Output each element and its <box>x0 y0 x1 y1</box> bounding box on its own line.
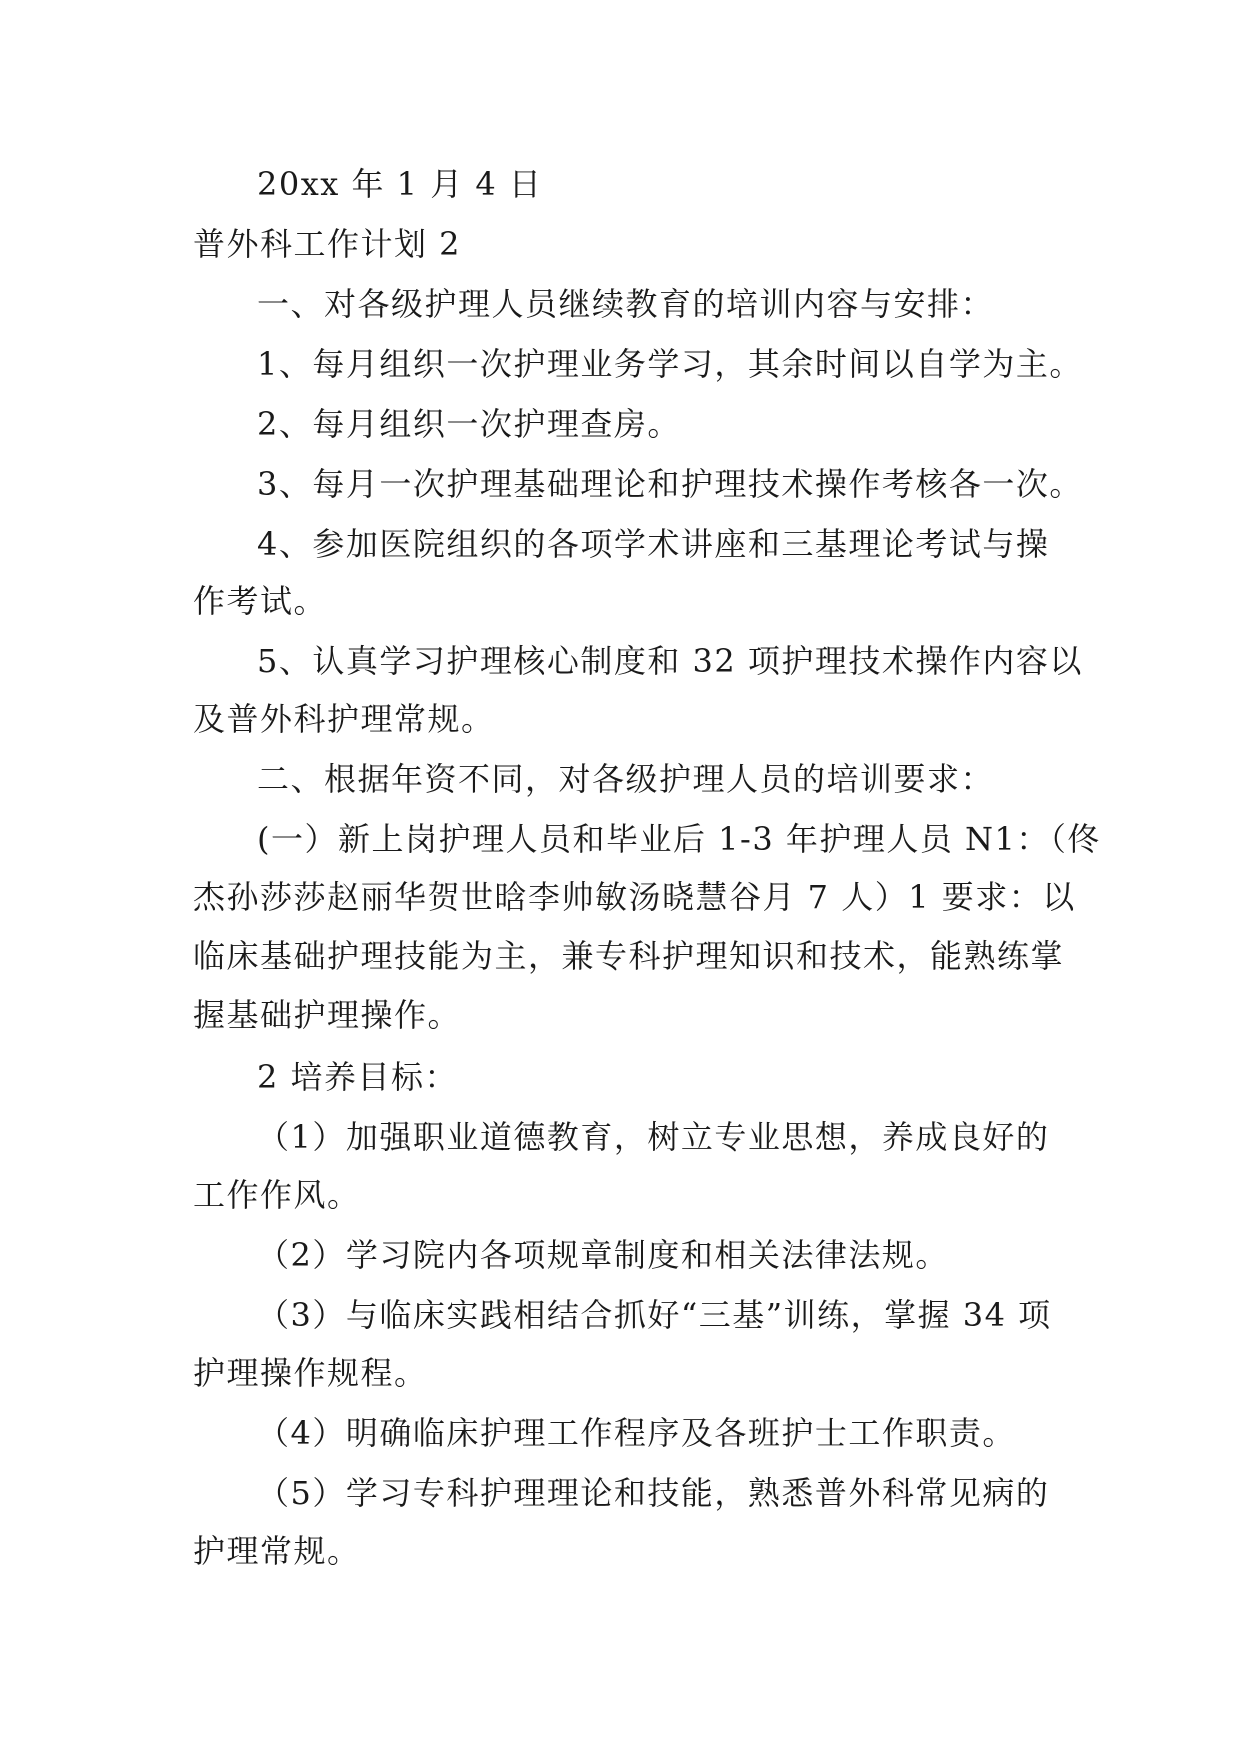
paragraph-line: 工作作风。 <box>193 1176 361 1214</box>
paragraph-line: （5）学习专科护理理论和技能，熟悉普外科常见病的 <box>257 1474 1050 1512</box>
paragraph-line: （3）与临床实践相结合抓好“三基”训练，掌握 34 项 <box>257 1296 1052 1334</box>
paragraph-line: 握基础护理操作。 <box>193 996 462 1034</box>
paragraph-line: 2 培养目标： <box>257 1058 459 1096</box>
paragraph-line: 3、每月一次护理基础理论和护理技术操作考核各一次。 <box>257 465 1083 503</box>
paragraph-line: 1、每月组织一次护理业务学习，其余时间以自学为主。 <box>257 345 1083 383</box>
paragraph-line: 护理操作规程。 <box>193 1354 428 1392</box>
paragraph-line: （1）加强职业道德教育，树立专业思想，养成良好的 <box>257 1118 1050 1156</box>
paragraph-line: 护理常规。 <box>193 1532 361 1570</box>
paragraph-line: 临床基础护理技能为主，兼专科护理知识和技术，能熟练掌 <box>193 937 1065 975</box>
document-title: 普外科工作计划 2 <box>193 225 462 263</box>
paragraph-line: 5、认真学习护理核心制度和 32 项护理技术操作内容以 <box>257 642 1083 680</box>
date-line: 20xx 年 1 月 4 日 <box>257 165 543 203</box>
paragraph-line: 4、参加医院组织的各项学术讲座和三基理论考试与操 <box>257 525 1050 563</box>
paragraph-line: （2）学习院内各项规章制度和相关法律法规。 <box>257 1236 949 1274</box>
paragraph-line: 作考试。 <box>193 582 328 620</box>
section-heading-2: 二、根据年资不同，对各级护理人员的培训要求： <box>257 760 995 798</box>
paragraph-line: 杰孙莎莎赵丽华贺世晗李帅敏汤晓慧谷月 7 人）1 要求：以 <box>193 878 1076 916</box>
section-heading-1: 一、对各级护理人员继续教育的培训内容与安排： <box>257 285 995 323</box>
paragraph-line: (一）新上岗护理人员和毕业后 1-3 年护理人员 N1：（佟 <box>257 820 1101 858</box>
paragraph-line: （4）明确临床护理工作程序及各班护士工作职责。 <box>257 1414 1016 1452</box>
paragraph-line: 及普外科护理常规。 <box>193 700 495 738</box>
paragraph-line: 2、每月组织一次护理查房。 <box>257 405 681 443</box>
